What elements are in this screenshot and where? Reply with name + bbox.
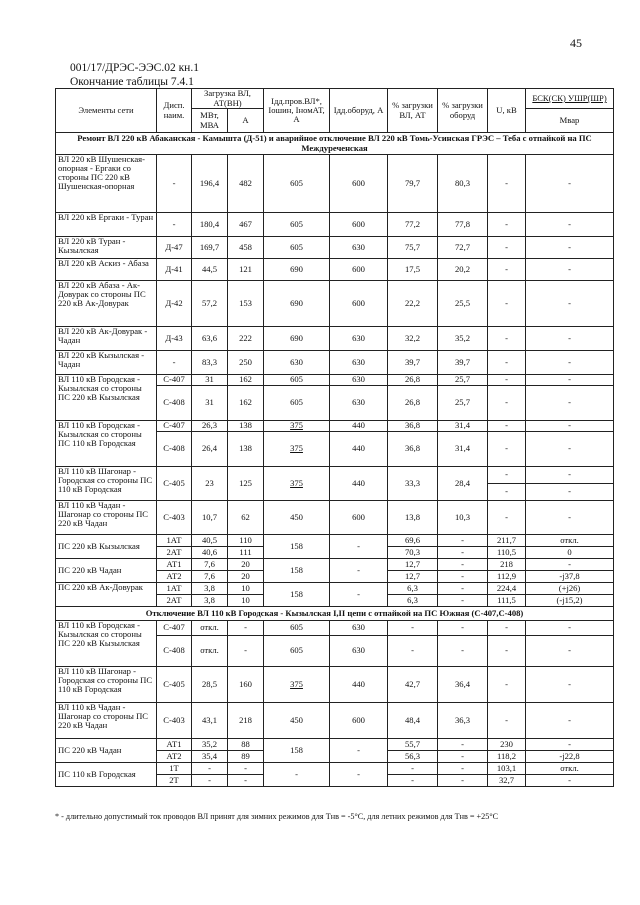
table-cell: 110 [228,535,264,547]
table-cell: 605 [264,621,330,636]
table-cell: 375 [264,667,330,703]
table-cell: 121 [228,259,264,281]
table-row [56,259,614,281]
table-cell: - [438,775,488,787]
table-cell: - [526,636,614,667]
table-cell: 440 [330,667,388,703]
table-cell: 158 [264,535,330,559]
table-cell: 690 [264,259,330,281]
header-mvar: Мвар [526,109,614,133]
table-cell: ВЛ 110 кВ Городская - Кызылская со стороны ПС 220 кВ Кызылская [56,621,157,667]
table-cell: - [157,213,192,237]
table-row [56,501,614,535]
table-cell: 57,2 [192,281,228,327]
table-cell: 26,3 [192,421,228,432]
table-cell: - [488,213,526,237]
table-cell: 36,3 [438,703,488,739]
table-cell: - [438,535,488,547]
table-row [56,583,614,595]
table-cell: 211,7 [488,535,526,547]
table-cell: 12,7 [388,571,438,583]
table-cell: 196,4 [192,155,228,213]
table-row [56,667,614,703]
header-bsk: БСК(СК) УШР(ШР) [526,89,614,109]
table-cell: - [526,259,614,281]
table-cell: 35,2 [192,739,228,751]
table-cell: - [388,763,438,775]
table-cell: 2АТ [157,547,192,559]
table-cell: - [438,636,488,667]
table-cell: - [488,667,526,703]
table-cell: 20 [228,559,264,571]
table-cell: - [526,281,614,327]
table-cell: - [264,763,330,787]
table-cell: - [157,155,192,213]
table-cell: -j37,8 [526,571,614,583]
table-cell: 75,7 [388,237,438,259]
table-cell: - [488,327,526,351]
header-pct-eq: % загрузки оборуд [438,89,488,133]
table-cell: - [526,667,614,703]
table-cell: С-408 [157,432,192,467]
table-cell: ВЛ 220 кВ Аскиз - Абаза [56,259,157,281]
table-cell: 28,4 [438,467,488,501]
table-cell: 153 [228,281,264,327]
table-cell: - [228,636,264,667]
section-title: Ремонт ВЛ 220 кВ Абаканская - Камышта (Д-51) и аварийное отключение ВЛ 220 кВ Томь-Усинская ГРЭС – Теба с отпайкой на ПС Междуреченская [56,133,614,155]
table-cell: С-408 [157,636,192,667]
table-cell: 2Т [157,775,192,787]
table-cell: 600 [330,259,388,281]
table-cell: 3,8 [192,595,228,607]
table-cell: 218 [488,559,526,571]
table-cell: - [228,621,264,636]
table-cell: 450 [264,501,330,535]
table-cell: - [330,559,388,583]
table-cell: - [526,351,614,375]
table-cell: - [438,621,488,636]
table-cell: 39,7 [388,351,438,375]
table-cell: 48,4 [388,703,438,739]
table-cell: 77,2 [388,213,438,237]
table-cell: 7,6 [192,559,228,571]
table-cell: 690 [264,327,330,351]
table-cell: 138 [228,432,264,467]
table-row [56,155,614,213]
page-number: 45 [570,36,582,50]
table-cell: 36,8 [388,432,438,467]
table-cell: - [488,259,526,281]
table-cell: - [488,432,526,467]
table-cell: АТ2 [157,751,192,763]
table-cell: 467 [228,213,264,237]
header-load-mw: МВт, МВА [192,109,228,133]
table-cell: 80,3 [438,155,488,213]
table-cell: 62 [228,501,264,535]
table-cell: АТ1 [157,739,192,751]
header-load: Загрузка ВЛ, АТ(ВН) [192,89,264,109]
table-cell: - [526,327,614,351]
footnote: * - длительно допустимый ток проводов ВЛ принят для зимних режимов для Тнв = -5°С, для летних режимов для Тнв = +25°С [55,812,499,821]
table-cell: 162 [228,375,264,386]
table-cell: 31 [192,375,228,386]
table-cell: 222 [228,327,264,351]
table-cell: - [526,386,614,421]
table-cell: 43,1 [192,703,228,739]
table-cell: 63,6 [192,327,228,351]
table-cell: 6,3 [388,583,438,595]
table-row [56,739,614,751]
table-cell: 630 [330,386,388,421]
table-cell: - [330,763,388,787]
table-cell: - [526,739,614,751]
table-cell: ВЛ 220 кВ Абаза - Ак-Довурак со стороны ПС 220 кВ Ак-Довурак [56,281,157,327]
table-cell: 110,5 [488,547,526,559]
table-cell: - [192,763,228,775]
table-cell: - [526,501,614,535]
table-cell: 600 [330,155,388,213]
table-cell: 28,5 [192,667,228,703]
table-cell: 31 [192,386,228,421]
table-cell: откл. [526,535,614,547]
header-pct-vl: % загрузки ВЛ, АТ [388,89,438,133]
table-cell: - [388,621,438,636]
table-cell: 55,7 [388,739,438,751]
table-cell: 605 [264,375,330,386]
table-row [56,327,614,351]
header-idd-vl: Iдд.пров.ВЛ*, Iошин, IномАТ, А [264,89,330,133]
table-cell: - [526,703,614,739]
table-cell: - [488,703,526,739]
table-row [56,213,614,237]
table-cell: 20 [228,571,264,583]
table-cell: С-405 [157,667,192,703]
table-cell: С-407 [157,421,192,432]
table-cell: 10 [228,595,264,607]
table-cell: 7,6 [192,571,228,583]
table-cell: ВЛ 110 кВ Шагонар - Городская со стороны ПС 110 кВ Городская [56,667,157,703]
table-cell: 17,5 [388,259,438,281]
table-cell: - [488,636,526,667]
load-table [55,88,614,787]
table-cell: - [488,386,526,421]
table-cell: С-405 [157,467,192,501]
table-row [56,351,614,375]
table-cell: - [388,775,438,787]
table-cell: - [526,484,614,501]
table-cell: - [526,155,614,213]
table-cell: ПС 220 кВ Чадан [56,739,157,763]
table-cell: 224,4 [488,583,526,595]
table-cell: 160 [228,667,264,703]
table-cell: 26,8 [388,386,438,421]
table-cell: 630 [330,327,388,351]
table-cell: 250 [228,351,264,375]
table-cell: 690 [264,281,330,327]
table-cell: 89 [228,751,264,763]
table-cell: - [488,375,526,386]
table-cell: 440 [330,467,388,501]
table-cell: 10,7 [192,501,228,535]
table-cell: - [526,213,614,237]
table-cell: 158 [264,583,330,607]
table-cell: 138 [228,421,264,432]
table-cell: 77,8 [438,213,488,237]
table-cell: АТ2 [157,571,192,583]
table-cell: 22,2 [388,281,438,327]
table-row [56,703,614,739]
table-cell: - [488,501,526,535]
table-cell: 600 [330,281,388,327]
table-cell: - [526,467,614,484]
table-cell: - [488,155,526,213]
table-cell: - [330,583,388,607]
table-cell: 31,4 [438,432,488,467]
table-cell: 169,7 [192,237,228,259]
table-cell: 31,4 [438,421,488,432]
table-cell: - [526,775,614,787]
table-cell: 103,1 [488,763,526,775]
table-cell: 630 [264,351,330,375]
table-cell: 56,3 [388,751,438,763]
table-cell: 458 [228,237,264,259]
table-cell: С-407 [157,621,192,636]
table-cell: 158 [264,739,330,763]
table-row [56,421,614,432]
table-cell: ВЛ 110 кВ Городская - Кызылская со стороны ПС 220 кВ Кызылская [56,375,157,421]
table-cell: 605 [264,237,330,259]
header-load-a: А [228,109,264,133]
table-cell: 605 [264,155,330,213]
table-cell: 36,4 [438,667,488,703]
table-cell: 600 [330,703,388,739]
table-cell: - [228,763,264,775]
table-cell: 32,7 [488,775,526,787]
table-cell: ПС 220 кВ Ак-Довурак [56,583,157,607]
table-cell: 40,6 [192,547,228,559]
table-cell: - [157,351,192,375]
table-row [56,535,614,547]
table-cell: - [438,763,488,775]
table-cell: - [438,547,488,559]
table-cell: С-408 [157,386,192,421]
table-cell: 1АТ [157,583,192,595]
header-disp: Дисп. наим. [157,89,192,133]
table-cell: ВЛ 110 кВ Городская - Кызылская со стороны ПС 110 кВ Городская [56,421,157,467]
header-elements: Элементы сети [56,89,157,133]
table-cell: (+j26) [526,583,614,595]
table-cell: 375 [264,421,330,432]
table-cell: 162 [228,386,264,421]
table-cell: 25,7 [438,386,488,421]
table-cell: ВЛ 110 кВ Чадан - Шагонар со стороны ПС 220 кВ Чадан [56,703,157,739]
table-row [56,281,614,327]
table-cell: 6,3 [388,595,438,607]
table-cell: 440 [330,421,388,432]
table-cell: - [526,375,614,386]
table-cell: ВЛ 220 кВ Ак-Довурак - Чадан [56,327,157,351]
table-cell: 1Т [157,763,192,775]
table-cell: 630 [330,636,388,667]
table-cell: ВЛ 220 кВ Шушенская-опорная - Ергаки со стороны ПС 220 кВ Шушенская-опорная [56,155,157,213]
table-cell: 112,9 [488,571,526,583]
table-cell: 13,8 [388,501,438,535]
table-cell: Д-47 [157,237,192,259]
table-cell: 2АТ [157,595,192,607]
table-cell: 26,8 [388,375,438,386]
table-cell: - [526,421,614,432]
table-cell: 118,2 [488,751,526,763]
table-cell: 605 [264,636,330,667]
table-cell: 69,6 [388,535,438,547]
table-cell: С-403 [157,501,192,535]
table-cell: - [330,535,388,559]
table-cell: 111,5 [488,595,526,607]
table-cell: 180,4 [192,213,228,237]
section-title: Отключение ВЛ 110 кВ Городская - Кызылская I,II цепи с отпайкой на ПС Южная (С-407,С-408) [56,607,614,621]
table-cell: 125 [228,467,264,501]
table-cell: Д-43 [157,327,192,351]
table-cell: 158 [264,559,330,583]
table-cell: 35,4 [192,751,228,763]
table-cell: 25,7 [438,375,488,386]
table-cell: - [526,621,614,636]
table-cell: 600 [330,501,388,535]
table-cell: 36,8 [388,421,438,432]
table-cell: ВЛ 220 кВ Туран - Кызылская [56,237,157,259]
table-cell: 3,8 [192,583,228,595]
table-cell: - [228,775,264,787]
table-cell: 0 [526,547,614,559]
table-cell: 44,5 [192,259,228,281]
document-code: 001/17/ДРЭС-ЭЭС.02 кн.1 [70,62,199,74]
table-cell: - [438,595,488,607]
table-cell: 88 [228,739,264,751]
table-cell: 33,3 [388,467,438,501]
header-idd-eq: Iдд.оборуд, А [330,89,388,133]
table-cell: 630 [330,351,388,375]
table-row [56,467,614,484]
table-cell: 1АТ [157,535,192,547]
table-cell: - [488,237,526,259]
table-cell: Д-41 [157,259,192,281]
table-cell: - [388,636,438,667]
table-cell: ВЛ 220 кВ Кызылская - Чадан [56,351,157,375]
table-row [56,237,614,259]
table-cell: 26,4 [192,432,228,467]
table-caption: Окончание таблицы 7.4.1 [70,76,194,88]
table-cell: откл. [192,621,228,636]
table-cell: 12,7 [388,559,438,571]
table-cell: 32,2 [388,327,438,351]
table-cell: - [488,484,526,501]
table-cell: - [330,739,388,763]
table-cell: 39,7 [438,351,488,375]
table-cell: ВЛ 110 кВ Шагонар - Городская со стороны ПС 110 кВ Городская [56,467,157,501]
table-cell: - [488,421,526,432]
table-cell: - [438,739,488,751]
table-cell: откл. [192,636,228,667]
table-row [56,621,614,636]
table-cell: - [438,751,488,763]
table-cell: ПС 220 кВ Чадан [56,559,157,583]
table-cell: откл. [526,763,614,775]
table-row [56,375,614,386]
table-cell: 42,7 [388,667,438,703]
table-cell: 630 [330,375,388,386]
table-cell: 600 [330,213,388,237]
table-cell: 72,7 [438,237,488,259]
table-cell: 375 [264,432,330,467]
table-cell: - [488,281,526,327]
table-cell: 630 [330,621,388,636]
table-cell: 218 [228,703,264,739]
table-cell: АТ1 [157,559,192,571]
table-cell: ВЛ 220 кВ Ергаки - Туран [56,213,157,237]
table-cell: (-j15,2) [526,595,614,607]
table-row [56,763,614,775]
table-cell: 40,5 [192,535,228,547]
table-cell: 20,2 [438,259,488,281]
table-cell: 83,3 [192,351,228,375]
table-cell: - [192,775,228,787]
table-cell: - [526,432,614,467]
table-cell: 79,7 [388,155,438,213]
table-cell: ВЛ 110 кВ Чадан - Шагонар со стороны ПС 220 кВ Чадан [56,501,157,535]
table-cell: 10 [228,583,264,595]
table-cell: 25,5 [438,281,488,327]
table-cell: 10,3 [438,501,488,535]
table-cell: 605 [264,386,330,421]
table-cell: 605 [264,213,330,237]
table-cell: - [438,583,488,595]
table-cell: С-407 [157,375,192,386]
table-cell: С-403 [157,703,192,739]
table-cell: Д-42 [157,281,192,327]
table-cell: 375 [264,467,330,501]
table-cell: ПС 110 кВ Городская [56,763,157,787]
header-u: U, кВ [488,89,526,133]
table-cell: 630 [330,237,388,259]
table-cell: 111 [228,547,264,559]
table-cell: - [488,467,526,484]
table-cell: - [526,237,614,259]
table-cell: - [438,559,488,571]
table-cell: - [438,571,488,583]
table-cell: 35,2 [438,327,488,351]
table-cell: 482 [228,155,264,213]
table-cell: 70,3 [388,547,438,559]
table-cell: - [488,351,526,375]
table-cell: 23 [192,467,228,501]
table-cell: 440 [330,432,388,467]
table-cell: ПС 220 кВ Кызылская [56,535,157,559]
table-cell: -j22,8 [526,751,614,763]
table-cell: - [526,559,614,571]
table-cell: 230 [488,739,526,751]
table-row [56,559,614,571]
table-cell: - [488,621,526,636]
table-cell: 450 [264,703,330,739]
